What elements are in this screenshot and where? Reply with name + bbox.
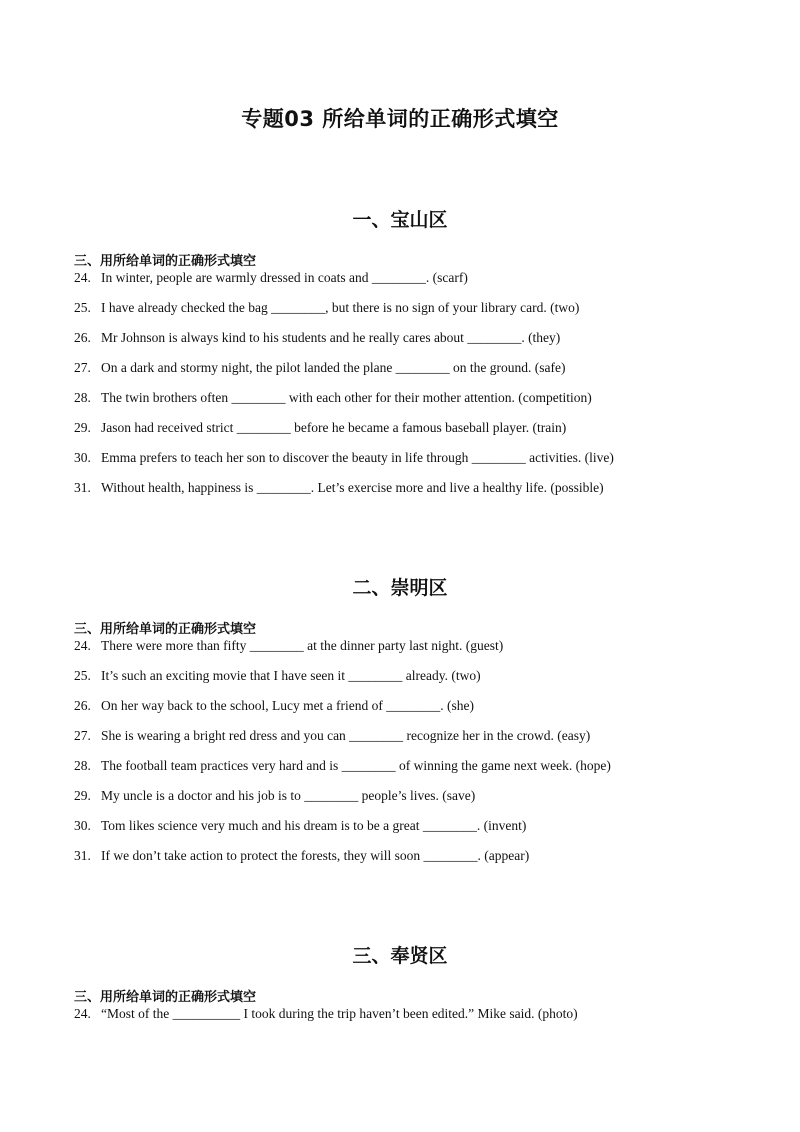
question-number: 28. [74, 390, 91, 405]
question-item [74, 817, 611, 847]
question-item [74, 1005, 578, 1035]
question-item [74, 359, 614, 389]
question-text: The football team practices very hard and is ________ of winning the game next week. (hope) [101, 758, 611, 773]
question-number: 28. [74, 758, 91, 773]
question-text: The twin brothers often ________ with each other for their mother attention. (competition) [101, 390, 592, 405]
part-label: 三、用所给单词的正确形式填空 [74, 254, 257, 269]
question-item [74, 727, 611, 757]
question-item [74, 757, 611, 787]
section-heading: 三、奉贤区 [352, 945, 448, 967]
question-list [74, 637, 611, 877]
question-text: Tom likes science very much and his dream is to be a great ________. (invent) [101, 818, 527, 833]
question-number: 31. [74, 848, 91, 863]
question-number: 25. [74, 668, 91, 683]
question-text: Emma prefers to teach her son to discover the beauty in life through ________ activities. (live) [101, 450, 614, 465]
section-heading: 二、崇明区 [352, 577, 448, 599]
question-number: 26. [74, 698, 91, 713]
question-number: 26. [74, 330, 91, 345]
part-label: 三、用所给单词的正确形式填空 [74, 990, 257, 1005]
question-number: 24. [74, 1006, 91, 1021]
question-item [74, 637, 611, 667]
question-text: There were more than fifty ________ at the dinner party last night. (guest) [101, 638, 504, 653]
question-text: She is wearing a bright red dress and you can ________ recognize her in the crowd. (easy) [101, 728, 591, 743]
question-text: I have already checked the bag ________, but there is no sign of your library card. (two) [101, 300, 580, 315]
question-item [74, 389, 614, 419]
question-number: 29. [74, 788, 91, 803]
question-item [74, 269, 614, 299]
question-number: 25. [74, 300, 91, 315]
question-item [74, 329, 614, 359]
question-text: Jason had received strict ________ before he became a famous baseball player. (train) [101, 420, 567, 435]
section-heading: 一、宝山区 [352, 209, 448, 231]
question-item [74, 847, 611, 877]
question-number: 27. [74, 360, 91, 375]
question-text: In winter, people are warmly dressed in coats and ________. (scarf) [101, 270, 468, 285]
question-number: 30. [74, 818, 91, 833]
question-item [74, 299, 614, 329]
question-item [74, 787, 611, 817]
question-number: 24. [74, 270, 91, 285]
question-number: 31. [74, 480, 91, 495]
question-number: 24. [74, 638, 91, 653]
question-item [74, 479, 614, 509]
question-list [74, 269, 614, 509]
part-label: 三、用所给单词的正确形式填空 [74, 622, 257, 637]
question-text: Without health, happiness is ________. Let’s exercise more and live a healthy life. (possible) [101, 480, 604, 495]
question-text: On her way back to the school, Lucy met a friend of ________. (she) [101, 698, 475, 713]
question-list [74, 1005, 578, 1035]
question-text: My uncle is a doctor and his job is to ________ people’s lives. (save) [101, 788, 476, 803]
question-text: It’s such an exciting movie that I have seen it ________ already. (two) [101, 668, 481, 683]
question-item [74, 667, 611, 697]
document-title: 专题03 所给单词的正确形式填空 [241, 107, 559, 131]
question-item [74, 419, 614, 449]
question-number: 29. [74, 420, 91, 435]
question-text: “Most of the __________ I took during the trip haven’t been edited.” Mike said. (photo) [101, 1006, 578, 1021]
question-text: If we don’t take action to protect the forests, they will soon ________. (appear) [101, 848, 530, 863]
question-item [74, 697, 611, 727]
question-text: Mr Johnson is always kind to his students and he really cares about ________. (they) [101, 330, 561, 345]
question-number: 27. [74, 728, 91, 743]
question-item [74, 449, 614, 479]
question-text: On a dark and stormy night, the pilot landed the plane ________ on the ground. (safe) [101, 360, 566, 375]
question-number: 30. [74, 450, 91, 465]
